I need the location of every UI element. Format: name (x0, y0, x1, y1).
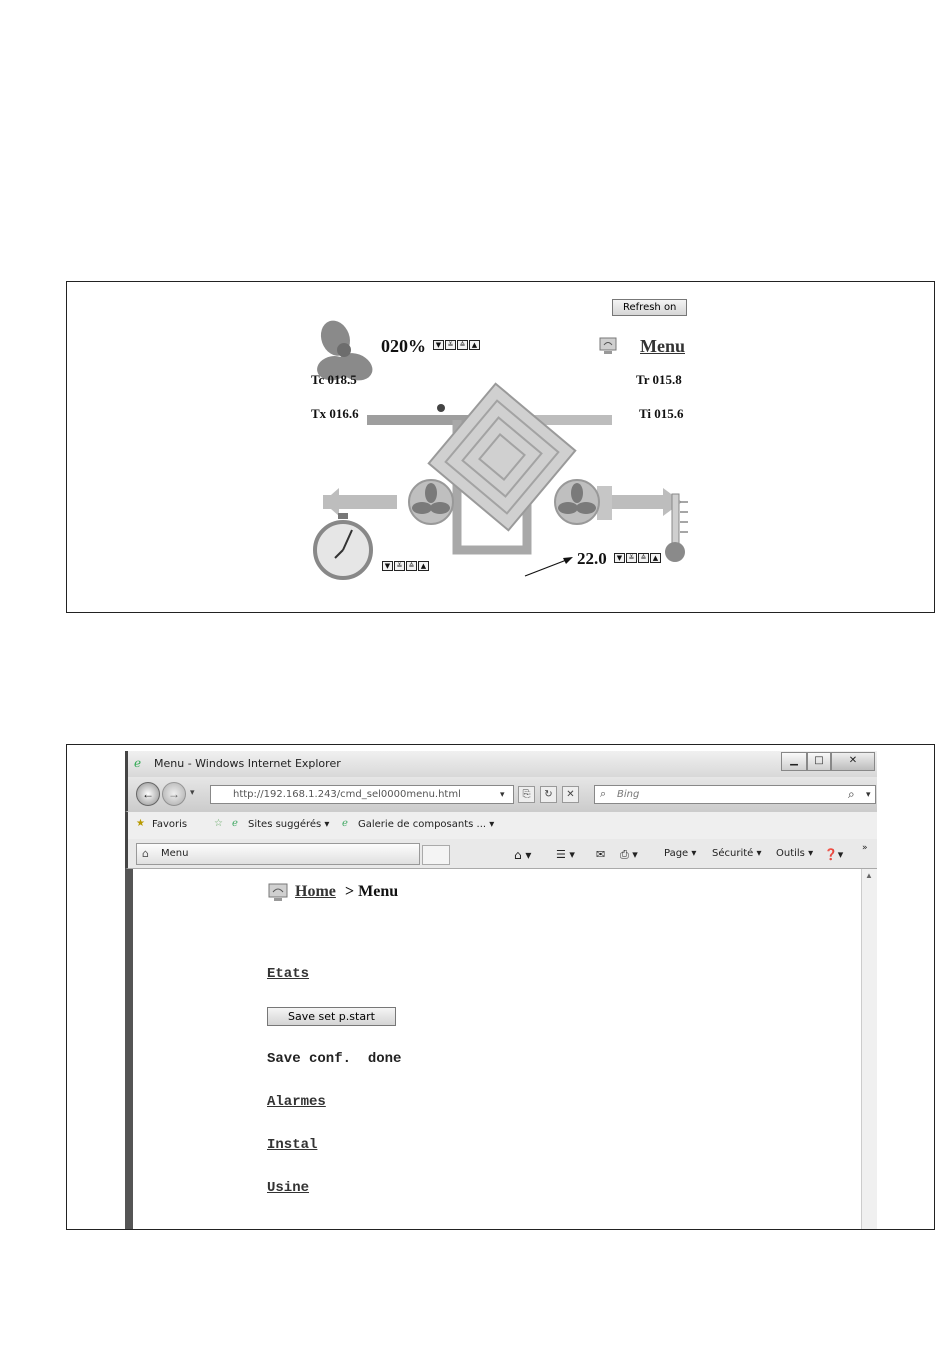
timer-decrease-button[interactable]: ▼ (382, 561, 393, 571)
favorites-button[interactable]: Favoris (152, 819, 188, 830)
browser-screenshot (66, 744, 935, 1230)
new-tab-button[interactable] (422, 845, 450, 865)
ie-logo-icon: ℯ (134, 756, 142, 770)
usine-link[interactable]: Usine (267, 1180, 310, 1196)
address-dropdown-icon[interactable]: ▾ (500, 789, 505, 799)
timer-controls (382, 561, 429, 571)
address-bar-row (125, 777, 877, 811)
favorites-bar (125, 811, 877, 839)
tab-menu[interactable]: Menu (136, 843, 420, 865)
tx-readout: Tx 016.6 (311, 406, 359, 421)
title-bar (125, 751, 877, 777)
page-content (125, 869, 877, 1230)
home-link[interactable]: Home (295, 883, 336, 900)
compat-view-icon[interactable]: ⎘ (518, 786, 535, 803)
extract-fan-icon (555, 480, 599, 524)
timer-decrease-fast-button[interactable]: ≚ (394, 561, 405, 571)
setpoint-increase-button[interactable]: ▲ (650, 553, 661, 563)
maximize-button[interactable]: □ (807, 752, 831, 771)
feeds-icon[interactable]: ☰ ▾ (556, 848, 575, 861)
refresh-icon[interactable]: ↻ (540, 786, 557, 803)
setpoint-decrease-fast-button[interactable]: ≚ (626, 553, 637, 563)
save-set-start-button[interactable]: Save set p.start (267, 1007, 396, 1026)
tools-menu[interactable]: Outils ▾ (776, 848, 814, 859)
window-title: Menu - Windows Internet Explorer (154, 757, 341, 770)
home-icon[interactable]: ⌂ ▾ (514, 848, 532, 862)
window-controls (781, 752, 875, 771)
supply-fan-icon (409, 480, 453, 524)
setpoint-value: 22.0 (577, 549, 607, 568)
page-menu[interactable]: Page ▾ (664, 848, 697, 859)
security-menu[interactable]: Sécurité ▾ (712, 848, 762, 859)
fan-increase-button[interactable]: ▲ (469, 340, 480, 350)
alarmes-link[interactable]: Alarmes (267, 1094, 326, 1110)
close-button[interactable]: ✕ (831, 752, 875, 771)
refresh-button[interactable]: Refresh on (612, 299, 687, 316)
back-button[interactable]: ← (136, 782, 160, 806)
favorites-star-icon: ★ (136, 818, 145, 829)
timer-increase-fast-button[interactable]: ≙ (406, 561, 417, 571)
fan-increase-fast-button[interactable]: ≙ (457, 340, 468, 350)
tr-readout: Tr 015.8 (636, 372, 682, 387)
ti-readout: Ti 015.6 (639, 406, 684, 421)
search-brand-icon: ⌕ (600, 788, 607, 800)
print-icon[interactable]: ⎙ ▾ (620, 848, 638, 861)
breadcrumb-current: > Menu (345, 883, 399, 900)
etats-link[interactable]: Etats (267, 966, 310, 982)
breadcrumb-network-icon (267, 881, 289, 903)
tab-network-icon: ⌂ (142, 847, 149, 860)
network-icon (598, 335, 618, 355)
add-favorite-icon[interactable]: ☆ (214, 818, 223, 829)
suggested-sites-link[interactable]: Sites suggérés ▾ (248, 819, 330, 830)
setpoint-increase-fast-button[interactable]: ≙ (638, 553, 649, 563)
tab-bar (125, 839, 877, 869)
browser-window (125, 751, 877, 1230)
fan-decrease-button[interactable]: ▼ (433, 340, 444, 350)
fan-speed-controls (433, 340, 480, 350)
stop-icon[interactable]: ✕ (562, 786, 579, 803)
gallery-link[interactable]: Galerie de composants ... ▾ (358, 819, 495, 830)
timer-icon (315, 513, 371, 578)
search-input[interactable]: Bing (594, 785, 876, 804)
setpoint-arrow-icon (525, 557, 573, 576)
fan-speed-value: 020% (381, 336, 426, 356)
forward-button[interactable]: → (162, 782, 186, 806)
more-icon[interactable]: » (862, 843, 868, 853)
instal-link[interactable]: Instal (267, 1137, 318, 1153)
vertical-scrollbar[interactable] (861, 869, 877, 1230)
ventilation-panel (66, 281, 935, 613)
gallery-icon: ℯ (342, 818, 348, 829)
history-dropdown-icon[interactable]: ▾ (190, 787, 195, 797)
fan-decrease-fast-button[interactable]: ≚ (445, 340, 456, 350)
timer-increase-button[interactable]: ▲ (418, 561, 429, 571)
tc-readout: Tc 018.5 (311, 372, 357, 387)
minimize-button[interactable]: ▁ (781, 752, 807, 771)
setpoint-controls (614, 553, 661, 563)
search-icon[interactable]: ⌕ (848, 787, 855, 801)
search-dropdown-icon[interactable]: ▾ (866, 789, 871, 799)
mail-icon[interactable]: ✉ (596, 848, 606, 861)
menu-link[interactable]: Menu (640, 336, 685, 356)
scroll-up-icon[interactable]: ▲ (865, 871, 873, 880)
setpoint-decrease-button[interactable]: ▼ (614, 553, 625, 563)
save-status-text: Save conf. done (267, 1051, 402, 1067)
address-input[interactable]: http://192.168.1.243/cmd_sel0000menu.html (210, 785, 514, 804)
help-icon[interactable]: ❓▾ (824, 848, 844, 861)
suggested-sites-icon: ℯ (232, 818, 238, 829)
